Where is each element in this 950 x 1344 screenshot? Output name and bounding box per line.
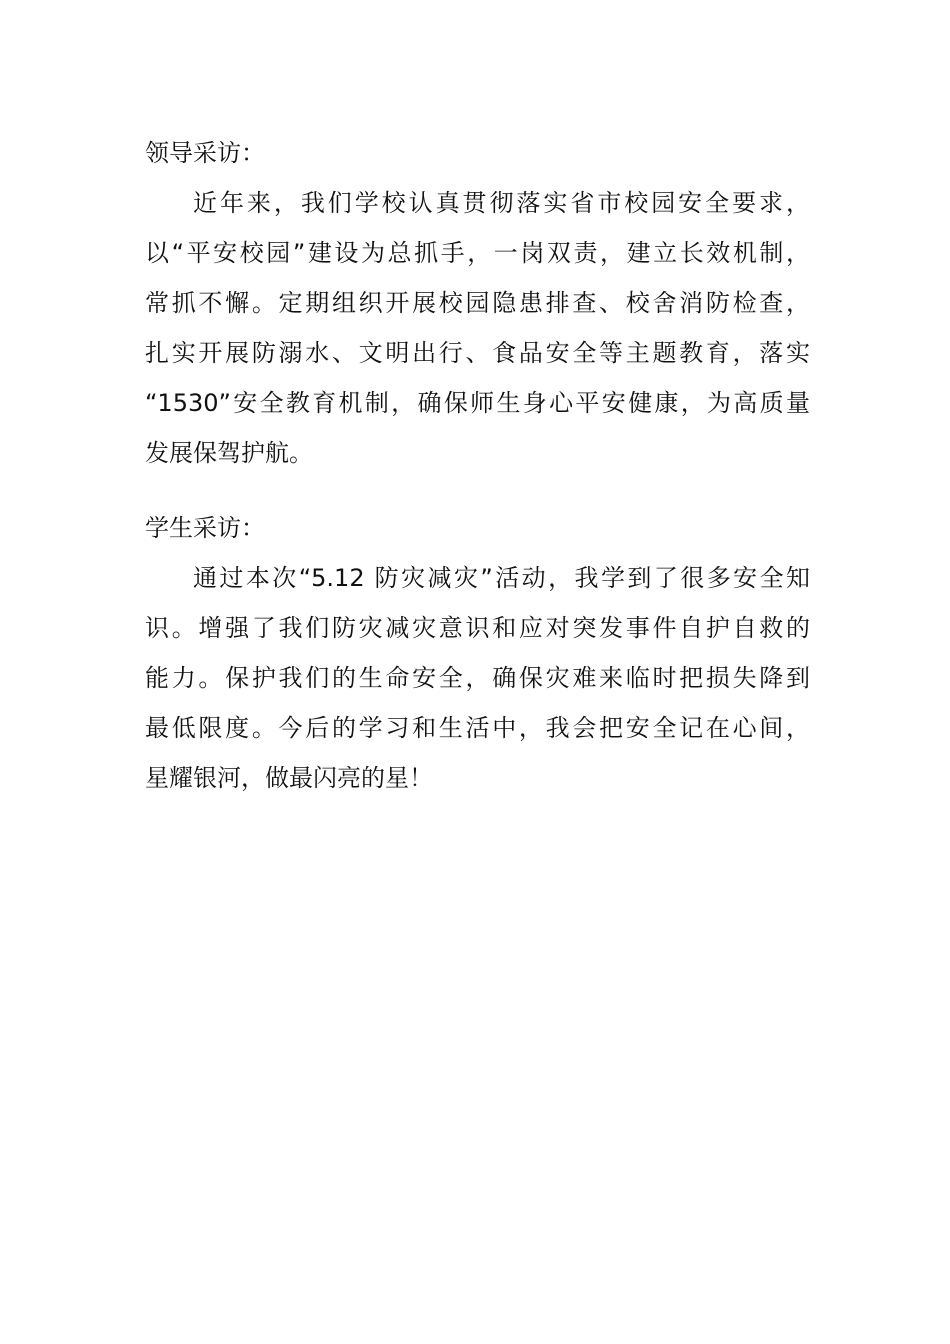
paragraph-line: 最低限度。今后的学习和生活中，我会把安全记在心间， <box>145 714 810 742</box>
paragraph-line: 通过本次“5.12 防灾减灾”活动，我学到了很多安全知 <box>193 564 810 592</box>
paragraph-line: 星耀银河，做最闪亮的星！ <box>145 764 433 792</box>
student-interview-section <box>145 503 810 803</box>
paragraph-line: 常抓不懈。定期组织开展校园隐患排查、校舍消防检查， <box>145 289 810 317</box>
leader-interview-heading: 领导采访： <box>145 139 265 167</box>
student-interview-heading: 学生采访： <box>145 514 265 542</box>
paragraph-line: 发展保驾护航。 <box>145 439 313 467</box>
paragraph-line: 识。增强了我们防灾减灾意识和应对突发事件自护自救的 <box>145 614 810 642</box>
paragraph-line: 扎实开展防溺水、文明出行、食品安全等主题教育，落实 <box>145 339 810 367</box>
leader-interview-section <box>145 128 810 478</box>
paragraph-line: 能力。保护我们的生命安全，确保灾难来临时把损失降到 <box>145 664 810 692</box>
paragraph-line: “1530”安全教育机制，确保师生身心平安健康，为高质量 <box>145 389 810 417</box>
paragraph-line: 近年来，我们学校认真贯彻落实省市校园安全要求， <box>193 189 810 217</box>
paragraph-line: 以“平安校园”建设为总抓手，一岗双责，建立长效机制， <box>145 239 810 267</box>
student-interview-paragraph <box>145 553 810 803</box>
leader-interview-paragraph <box>145 178 810 478</box>
